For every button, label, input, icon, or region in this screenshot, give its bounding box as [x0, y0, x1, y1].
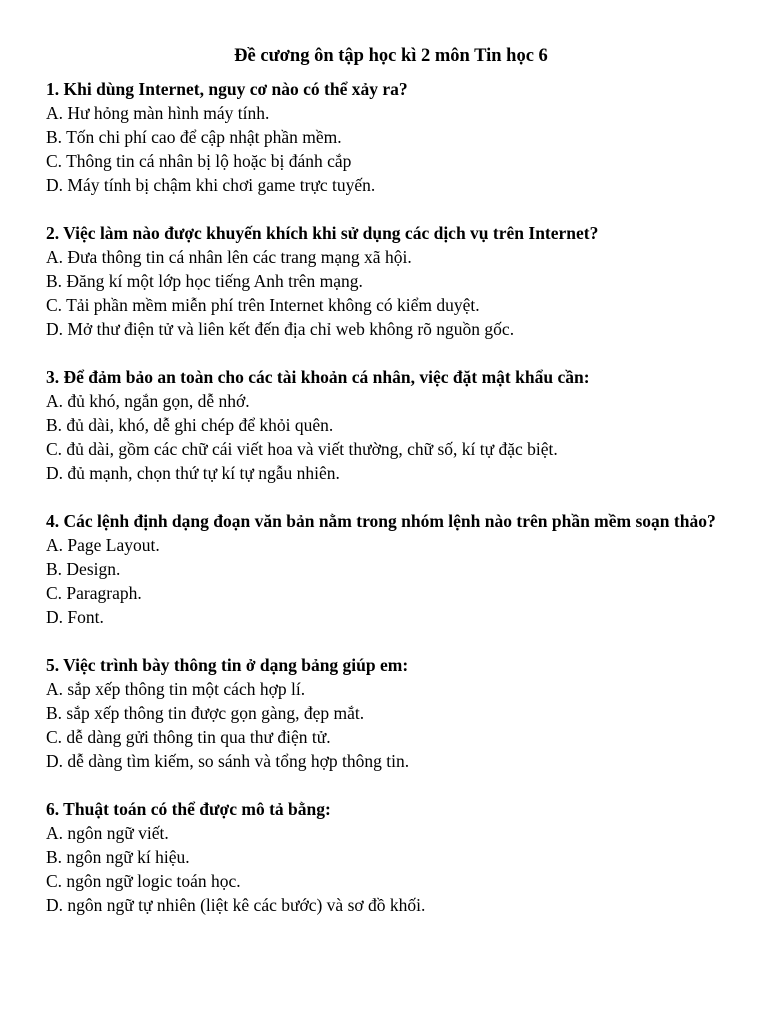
option-d: D. đủ mạnh, chọn thứ tự kí tự ngẫu nhiên.	[46, 463, 340, 483]
option-d: D. Mở thư điện tử và liên kết đến địa chỉ web không rõ nguồn gốc.	[46, 319, 515, 339]
option-c: C. dễ dàng gửi thông tin qua thư điện tử.	[46, 727, 331, 747]
question-text: 3. Để đảm bảo an toàn cho các tài khoản cá nhân, việc đặt mật khẩu cần:	[46, 367, 590, 387]
option-d: D. dễ dàng tìm kiếm, so sánh và tổng hợp thông tin.	[46, 751, 410, 771]
option-a: A. ngôn ngữ viết.	[46, 823, 169, 843]
question-text: 4. Các lệnh định dạng đoạn văn bản nằm trong nhóm lệnh nào trên phần mềm soạn thảo?	[46, 511, 716, 531]
document-page	[46, 44, 736, 941]
option-a: A. Đưa thông tin cá nhân lên các trang mạng xã hội.	[46, 247, 412, 267]
option-d: D. ngôn ngữ tự nhiên (liệt kê các bước) và sơ đồ khối.	[46, 895, 426, 915]
question-2	[46, 221, 736, 341]
question-1	[46, 77, 736, 197]
option-b: B. ngôn ngữ kí hiệu.	[46, 847, 190, 867]
option-a: A. Hư hỏng màn hình máy tính.	[46, 103, 270, 123]
question-text: 5. Việc trình bày thông tin ở dạng bảng giúp em:	[46, 655, 409, 675]
option-d: D. Font.	[46, 607, 104, 627]
option-c: C. đủ dài, gồm các chữ cái viết hoa và viết thường, chữ số, kí tự đặc biệt.	[46, 439, 558, 459]
option-c: C. Paragraph.	[46, 583, 142, 603]
option-b: B. Tốn chi phí cao để cập nhật phần mềm.	[46, 127, 342, 147]
option-b: B. Đăng kí một lớp học tiếng Anh trên mạng.	[46, 271, 363, 291]
option-a: A. sắp xếp thông tin một cách hợp lí.	[46, 679, 306, 699]
option-c: C. ngôn ngữ logic toán học.	[46, 871, 241, 891]
option-a: A. Page Layout.	[46, 535, 160, 555]
option-b: B. Design.	[46, 559, 121, 579]
question-3	[46, 365, 736, 485]
option-a: A. đủ khó, ngắn gọn, dễ nhớ.	[46, 391, 250, 411]
question-text: 2. Việc làm nào được khuyến khích khi sử dụng các dịch vụ trên Internet?	[46, 223, 599, 243]
question-6	[46, 797, 736, 917]
option-d: D. Máy tính bị chậm khi chơi game trực tuyến.	[46, 175, 376, 195]
question-text: 1. Khi dùng Internet, nguy cơ nào có thể xảy ra?	[46, 79, 408, 99]
option-b: B. đủ dài, khó, dễ ghi chép để khỏi quên.	[46, 415, 334, 435]
document-title: Đề cương ôn tập học kì 2 môn Tin học 6	[234, 46, 548, 66]
question-text: 6. Thuật toán có thể được mô tả bằng:	[46, 799, 331, 819]
option-c: C. Tải phần mềm miễn phí trên Internet không có kiểm duyệt.	[46, 295, 480, 315]
option-b: B. sắp xếp thông tin được gọn gàng, đẹp mắt.	[46, 703, 365, 723]
question-4	[46, 509, 736, 629]
option-c: C. Thông tin cá nhân bị lộ hoặc bị đánh cắp	[46, 151, 352, 171]
question-5	[46, 653, 736, 773]
